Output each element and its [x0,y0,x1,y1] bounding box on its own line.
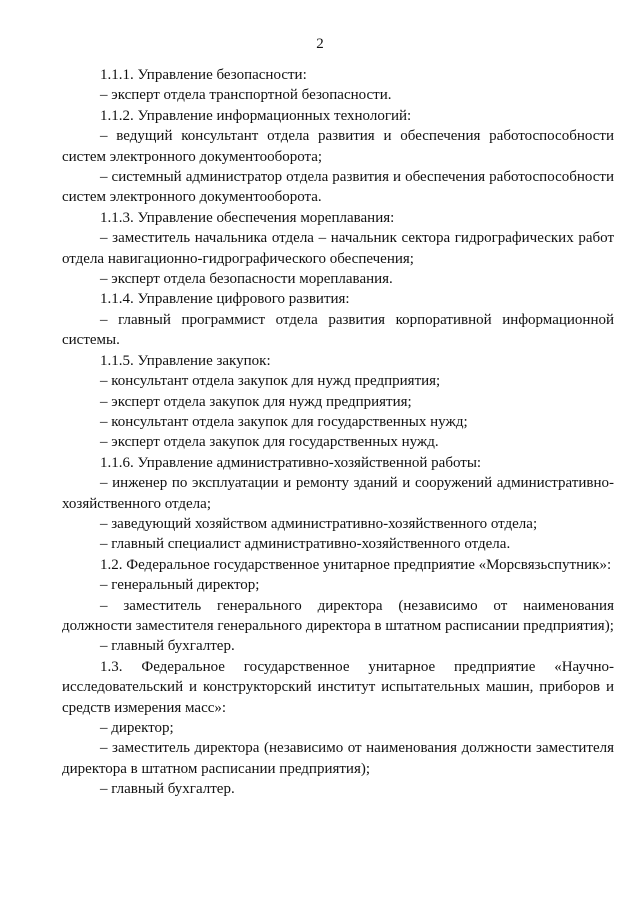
document-body [62,65,614,800]
section-heading: 1.1.2. Управление информационных технологий: [100,107,412,124]
section-heading: 1.1.1. Управление безопасности: [100,67,307,83]
list-item: – главный специалист административно-хозяйственного отдела. [100,536,511,553]
list-item: – директор; [100,720,174,736]
section-heading: 1.3. Федеральное государственное унитарное предприятие «Научно-исследовательский и конструкторский институт испытательных машин, приборов и средств измерения масс»: [62,658,614,716]
section-heading: 1.1.3. Управление обеспечения мореплавания: [100,209,395,226]
page-number: 2 [316,36,324,52]
section-heading: 1.1.4. Управление цифрового развития: [100,291,350,308]
list-item: – эксперт отдела безопасности мореплавания. [100,271,393,288]
list-item: – заместитель генерального директора (независимо от наименования должности заместителя генерального директора в штатном расписании предприятия); [62,597,614,634]
section-heading: 1.2. Федеральное государственное унитарное предприятие «Морсвязьспутник»: [100,556,612,573]
list-item: – ведущий консультант отдела развития и обеспечения работоспособности систем электронного документооборота; [62,128,614,165]
list-item: – главный бухгалтер. [100,781,235,798]
list-item: – главный программист отдела развития корпоративной информационной системы. [62,311,614,349]
list-item: – консультант отдела закупок для нужд предприятия; [100,373,441,390]
list-item: – консультант отдела закупок для государственных нужд; [100,413,468,430]
list-item: – генеральный директор; [100,577,260,594]
section-heading: 1.1.6. Управление административно-хозяйственной работы: [100,454,482,471]
list-item: – инженер по эксплуатации и ремонту зданий и сооружений административно-хозяйственного отдела; [62,475,614,512]
list-item: – главный бухгалтер. [100,638,235,655]
list-item: – эксперт отдела транспортной безопасности. [100,87,392,104]
list-item: – эксперт отдела закупок для нужд предприятия; [100,393,412,410]
list-item: – заместитель начальника отдела – начальник сектора гидрографических работ отдела навигационно-гидрографического обеспечения; [62,230,614,267]
list-item: – системный администратор отдела развития и обеспечения работоспособности систем электронного документооборота. [62,169,614,206]
list-item: – заведующий хозяйством административно-хозяйственного отдела; [100,515,538,532]
list-item: – заместитель директора (независимо от наименования должности заместителя директора в штатном расписании предприятия); [62,740,614,777]
list-item: – эксперт отдела закупок для государственных нужд. [100,434,439,451]
section-heading: 1.1.5. Управление закупок: [100,352,271,369]
